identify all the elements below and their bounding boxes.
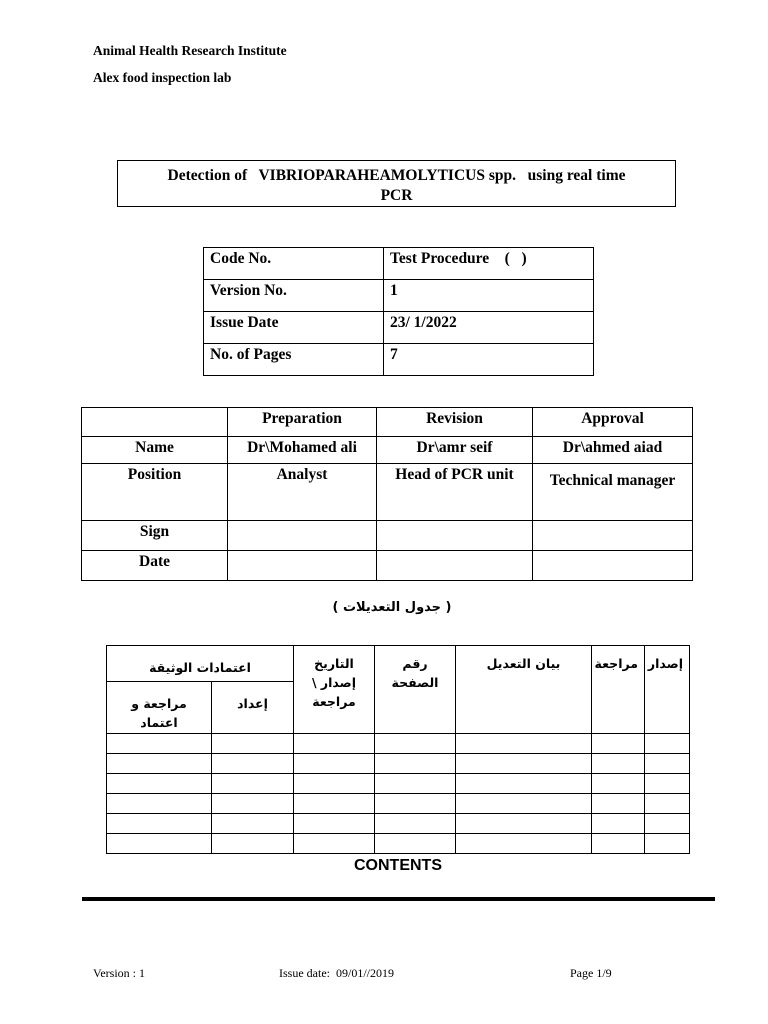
- approval-table: [81, 407, 693, 581]
- table-row: [107, 814, 690, 834]
- table-cell: Dr\Mohamed ali: [228, 437, 377, 464]
- table-cell: [592, 814, 645, 834]
- table-row: [107, 774, 690, 794]
- table-cell: [375, 794, 456, 814]
- table-cell: [228, 551, 377, 581]
- table-row: [82, 464, 693, 521]
- row-label: Position: [82, 464, 228, 521]
- table-cell: [212, 834, 294, 854]
- table-cell: [107, 834, 212, 854]
- table-cell: Dr\amr seif: [377, 437, 533, 464]
- table-cell: [533, 551, 693, 581]
- table-cell: [645, 834, 690, 854]
- info-value: 1: [384, 280, 594, 312]
- info-label: No. of Pages: [204, 344, 384, 376]
- column-header-review-approval: مراجعة و اعتماد: [107, 682, 212, 734]
- table-row: [82, 521, 693, 551]
- footer-issue-date: Issue date: 09/01//2019: [279, 966, 394, 980]
- title-line-1: Detection of VIBRIOPARAHEAMOLYTICUS spp. using real time: [167, 167, 626, 184]
- table-cell: [456, 794, 592, 814]
- document-title: [117, 160, 676, 207]
- info-value: 7: [384, 344, 594, 376]
- table-cell: [592, 834, 645, 854]
- table-cell: [456, 734, 592, 754]
- table-cell: [375, 834, 456, 854]
- table-header-row: [107, 646, 690, 682]
- column-header-statement: بيان التعديل: [456, 646, 592, 734]
- column-header: Preparation: [228, 408, 377, 437]
- table-cell: [212, 754, 294, 774]
- table-cell: [82, 408, 228, 437]
- column-header-approvals: اعتمادات الوثيقة: [107, 646, 294, 682]
- column-header-issue: إصدار: [645, 646, 690, 734]
- table-cell: [645, 754, 690, 774]
- table-cell: [107, 774, 212, 794]
- table-cell: [592, 774, 645, 794]
- table-cell: [294, 814, 375, 834]
- modifications-table-title: ( جدول التعديلات ): [332, 600, 452, 615]
- horizontal-divider: [82, 897, 715, 901]
- column-header-preparation: إعداد: [212, 682, 294, 734]
- table-row: [204, 344, 594, 376]
- table-cell: [375, 814, 456, 834]
- table-cell: [456, 754, 592, 774]
- table-cell: [592, 754, 645, 774]
- table-row: [107, 754, 690, 774]
- table-cell: Technical manager: [533, 464, 693, 521]
- institute-name: Animal Health Research Institute: [93, 43, 287, 58]
- table-cell: [107, 754, 212, 774]
- table-cell: [375, 754, 456, 774]
- table-cell: [294, 834, 375, 854]
- table-row: [82, 437, 693, 464]
- table-cell: [645, 814, 690, 834]
- table-cell: [294, 734, 375, 754]
- table-row: [107, 794, 690, 814]
- table-cell: [212, 794, 294, 814]
- table-row: [204, 280, 594, 312]
- contents-heading: CONTENTS: [354, 857, 442, 874]
- table-cell: [456, 814, 592, 834]
- table-cell: [294, 754, 375, 774]
- table-cell: [592, 734, 645, 754]
- table-cell: [456, 774, 592, 794]
- table-cell: [294, 794, 375, 814]
- row-label: Name: [82, 437, 228, 464]
- column-header: Revision: [377, 408, 533, 437]
- table-header-row: [82, 408, 693, 437]
- table-row: [107, 834, 690, 854]
- table-cell: [375, 774, 456, 794]
- document-info-table: [203, 247, 594, 376]
- table-cell: [377, 521, 533, 551]
- row-label: Sign: [82, 521, 228, 551]
- info-value: Test Procedure ( ): [384, 248, 594, 280]
- table-cell: [533, 521, 693, 551]
- table-cell: [294, 774, 375, 794]
- table-row: [107, 734, 690, 754]
- column-header: Approval: [533, 408, 693, 437]
- table-row: [82, 551, 693, 581]
- info-label: Issue Date: [204, 312, 384, 344]
- table-cell: Dr\ahmed aiad: [533, 437, 693, 464]
- table-cell: [592, 794, 645, 814]
- info-value: 23/ 1/2022: [384, 312, 594, 344]
- info-label: Version No.: [204, 280, 384, 312]
- modifications-table: [106, 645, 690, 854]
- table-cell: Analyst: [228, 464, 377, 521]
- table-cell: [377, 551, 533, 581]
- title-line-2: PCR: [380, 187, 413, 204]
- table-cell: [375, 734, 456, 754]
- table-cell: [228, 521, 377, 551]
- footer-version: Version : 1: [93, 966, 145, 980]
- column-header-review: مراجعة: [592, 646, 645, 734]
- table-cell: [212, 774, 294, 794]
- table-cell: [107, 814, 212, 834]
- table-cell: [107, 794, 212, 814]
- table-cell: [645, 794, 690, 814]
- table-cell: [645, 774, 690, 794]
- row-label: Date: [82, 551, 228, 581]
- table-cell: [212, 734, 294, 754]
- column-header-date: التاريخ إصدار \ مراجعة: [294, 646, 375, 734]
- table-cell: [645, 734, 690, 754]
- table-cell: [107, 734, 212, 754]
- table-cell: [212, 814, 294, 834]
- info-label: Code No.: [204, 248, 384, 280]
- footer-page-number: Page 1/9: [570, 966, 612, 980]
- column-header-page: رقم الصفحة: [375, 646, 456, 734]
- lab-name: Alex food inspection lab: [93, 70, 232, 85]
- table-row: [204, 248, 594, 280]
- table-cell: Head of PCR unit: [377, 464, 533, 521]
- table-cell: [456, 834, 592, 854]
- table-row: [204, 312, 594, 344]
